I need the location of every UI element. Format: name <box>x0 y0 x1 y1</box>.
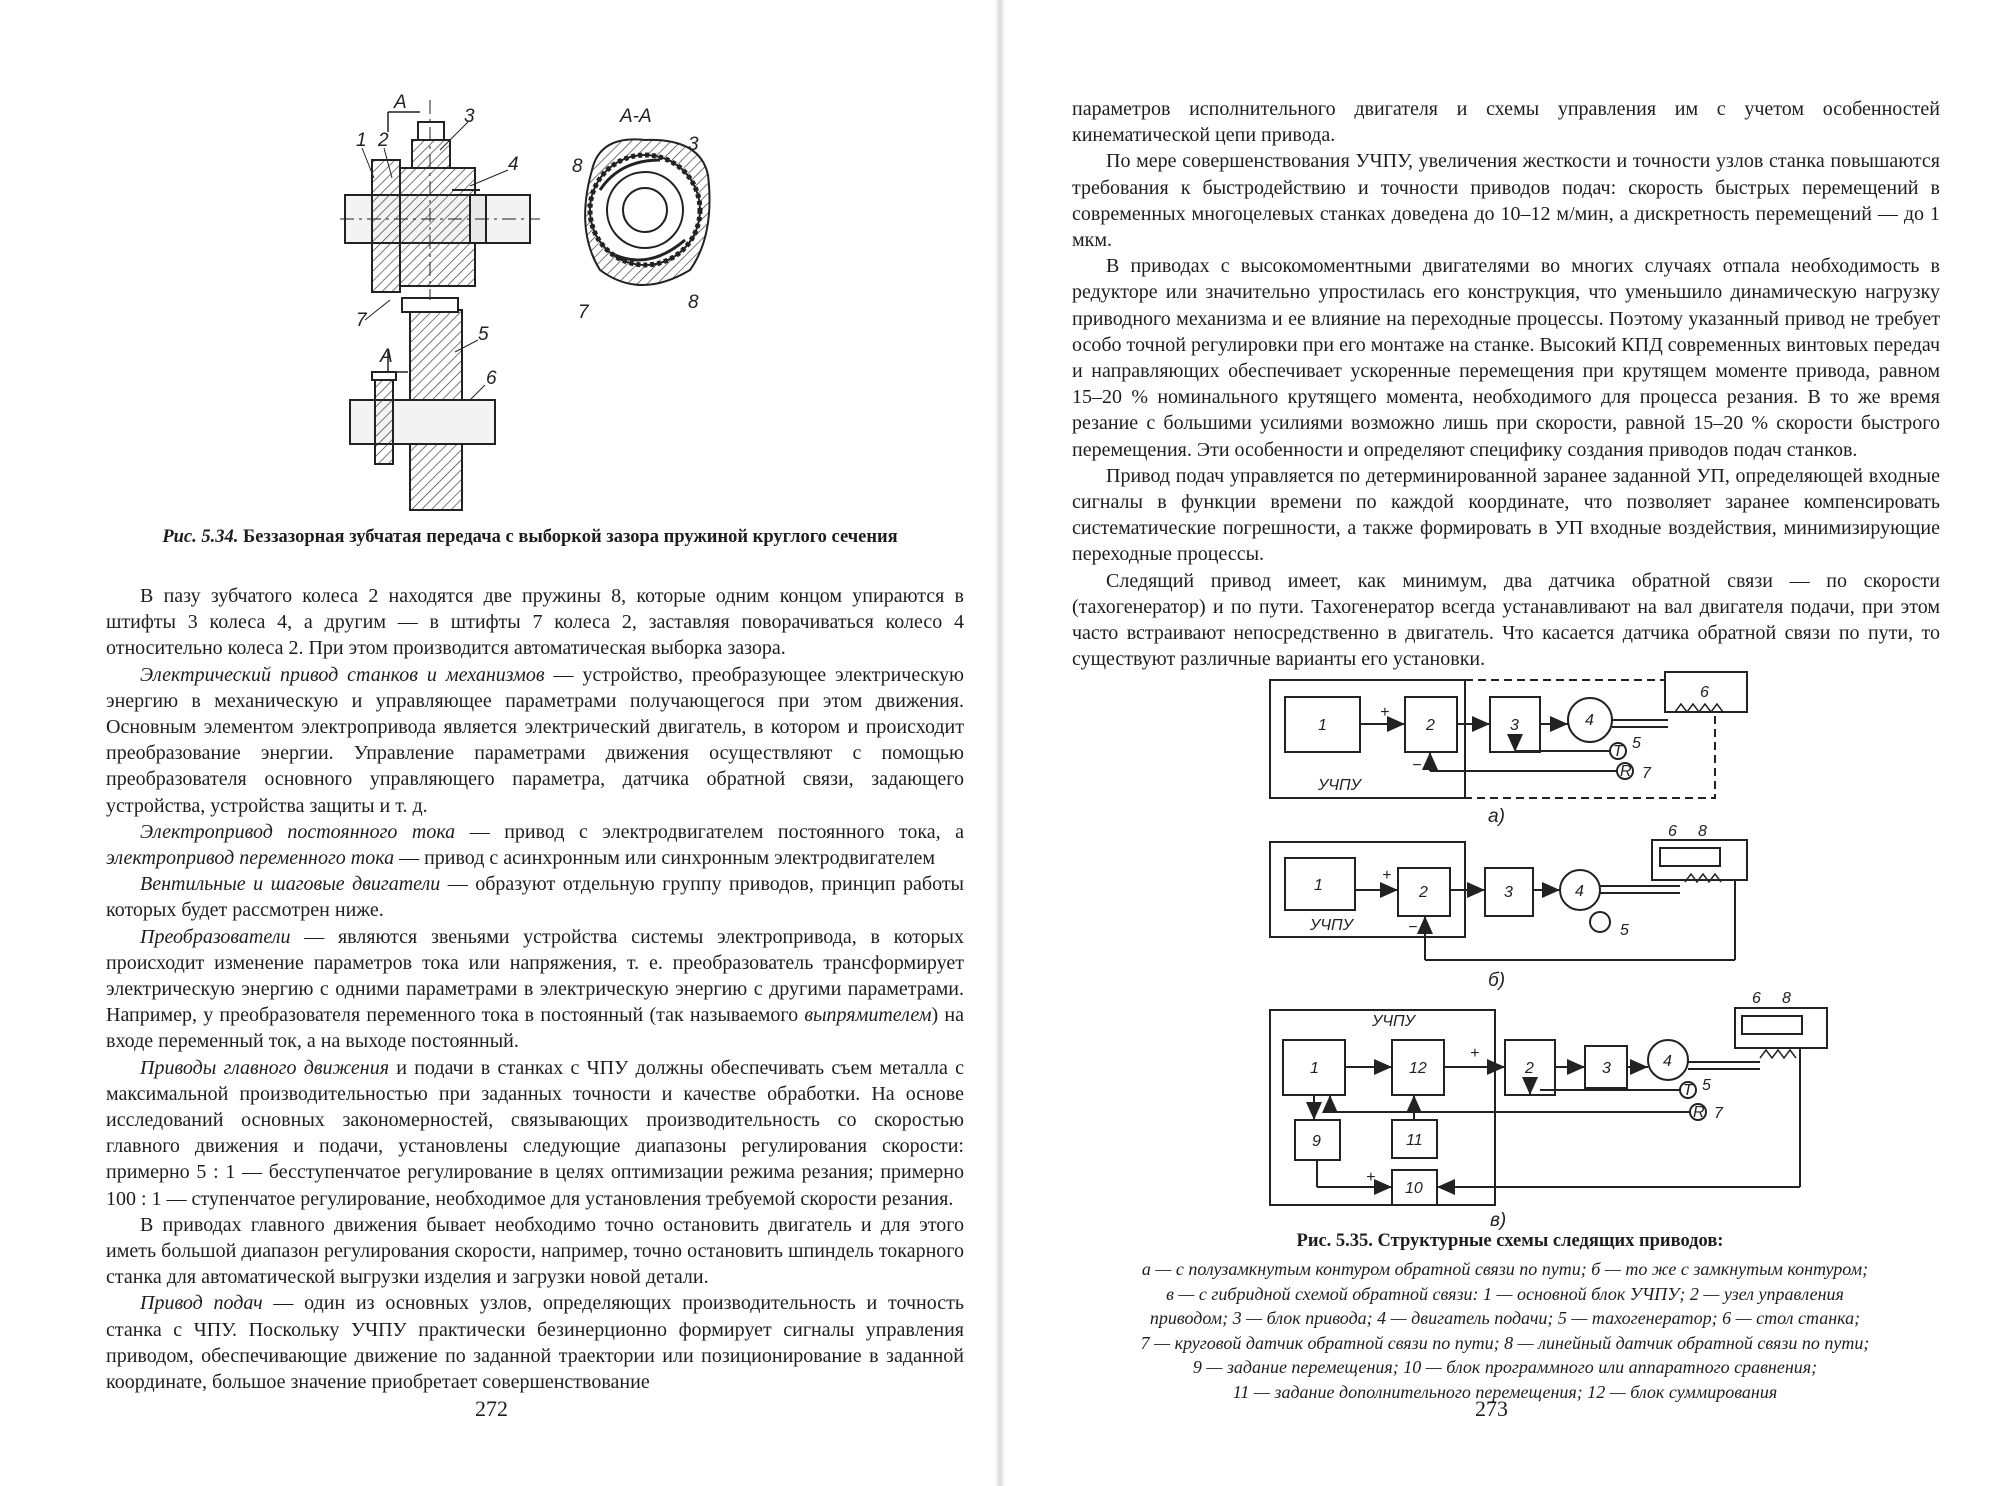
figure-5-34 <box>0 0 1000 530</box>
figure-5-34-caption-text: Беззазорная зубчатая передача с выборкой зазора пружиной круглого сечения <box>243 527 898 547</box>
diag-a-block-3: 3 <box>1510 717 1519 734</box>
diag-b-block-8: 8 <box>1698 823 1707 840</box>
diag-b-minus: − <box>1408 919 1418 936</box>
diag-c-uchpu: УЧПУ <box>1372 1013 1415 1030</box>
diag-a-minus: − <box>1412 757 1422 774</box>
diag-a-t: Т <box>1613 743 1623 760</box>
diag-b-block-6: 6 <box>1668 823 1677 840</box>
right-page-text <box>1072 96 1940 672</box>
fig534-label-1: 1 <box>356 130 367 151</box>
paragraph-text: — образуют отдельную группу приводов, принцип работы которых будет рассмотрен ниже. <box>106 873 964 922</box>
figure-5-35-legend <box>1090 1257 1920 1404</box>
paragraph-text: — устройство, преобразующее электрическую энергию в механическую и управляющее параметрами получающегося при этом движения. Основным элементом электропривода является электрический двигатель, в котором и происходит преобразование энергии. Управление параметрами движения осуществляют с помощью преобразователя основного управляющего параметра, датчика обратной связи, задающего устройства, устройства защиты и т. д. <box>106 663 964 817</box>
legend-line: 7 — круговой датчик обратной связи по пути; 8 — линейный датчик обратной связи по пути; <box>1140 1332 1870 1353</box>
diag-c-plus-2: + <box>1366 1169 1376 1186</box>
paragraph-text: параметров исполнительного двигателя и схемы управления им с учетом особенностей кинематической цепи привода. <box>1072 98 1940 147</box>
diag-b-uchpu: УЧПУ <box>1310 917 1353 934</box>
diag-c-block-11: 11 <box>1406 1132 1423 1149</box>
diag-c-block-2: 2 <box>1525 1060 1534 1077</box>
diag-b-block-5: 5 <box>1620 922 1629 939</box>
paragraph-text: В пазу зубчатого колеса 2 находятся две пружины 8, которые одним концом упираются в штифты 3 колеса 4, а другим — в штифты 7 колеса 2, заставляя поворачиваться колесо 4 относительно колеса 2. При этом производится автоматическая выборка зазора. <box>106 585 964 660</box>
legend-line: в — с гибридной схемой обратной связи: 1 — основной блок УЧПУ; 2 — узел управления <box>1166 1283 1844 1304</box>
fig534-sec-label-8b: 8 <box>688 292 699 313</box>
paragraph <box>1072 96 1940 148</box>
diag-c-block-10: 10 <box>1405 1180 1423 1197</box>
diagram-c <box>1270 1008 1827 1205</box>
paragraph <box>1072 148 1940 253</box>
diag-a-block-2: 2 <box>1426 717 1435 734</box>
diag-a-plus: + <box>1380 704 1390 721</box>
paragraph-text: — привод с электродвигателем постоянного тока, а <box>455 820 964 843</box>
fig534-sec-label-8a: 8 <box>572 156 583 177</box>
legend-line: приводом; 3 — блок привода; 4 — двигатель подачи; 5 — тахогенератор; 6 — стол станка; <box>1149 1308 1861 1328</box>
paragraph-text: По мере совершенствования УЧПУ, увеличения жесткости и точности узлов станка повышаются требования к быстродействию и точности приводов подач: скорость быстрых перемещений в современных многоцелевых станках доведена до 10–12 м/мин, а дискретность перемещений — до 1 мкм. <box>1072 150 1940 252</box>
diag-c-plus: + <box>1470 1045 1480 1062</box>
diag-a-block-1: 1 <box>1318 717 1327 734</box>
paragraph-text: Следящий привод имеет, как минимум, два датчика обратной связи — по скорости (тахогенератор) и по пути. Тахогенератор всегда устанавливают на вал двигателя подачи, при этом часто встраивают непосредственно в двигатель. Что касается датчика обратной связи по пути, то существуют различные варианты его установки. <box>1072 569 1940 671</box>
diag-b-block-1: 1 <box>1314 877 1323 894</box>
paragraph-text: Привод подач управляется по детерминированной заранее заданной УП, определяющей входные сигналы в функции времени по каждой координате, что позволяет заранее компенсировать систематические погрешности, а также формировать в УП входные воздействия, минимизирующие переходные процессы. <box>1072 464 1940 566</box>
paragraph-term: Преобразователи <box>140 925 291 948</box>
figure-5-34-caption-prefix: Рис. 5.34. <box>162 527 239 547</box>
paragraph-text: — являются звеньями устройства системы электропривода, в которых происходит изменение параметров тока или напряжения, т. е. преобразователь трансформирует электрическую энергию с одними параметрами в электрическую энергию с другими параметрами. Например, у преобразователя переменного тока в постоянный (так называемого <box>106 925 964 1027</box>
paragraph-text: В приводах с высокомоментными двигателями во многих случаях отпала необходимость в редукторе или значительно упростилась его конструкция, что уменьшило динамическую нагрузку приводного механизма и ее влияние на переходные процессы. Поэтому указанный привод не требует особо точной регулировки при его монтаже на станке. Высокий КПД современных винтовых передач и направляющих обеспечивает ускоренные перемещения при крутящем моменте привода, равном 15–20 % номинального крутящего момента, необходимого для процесса резания. В то же время резание с большими усилиями возможно лишь при скорости, равной 15–20 % скорости быстрого перемещения. Эти особенности и определяют специфику создания приводов подач станков. <box>1072 255 1940 461</box>
diag-a-block-5: 5 <box>1632 735 1641 752</box>
figure-5-34-caption <box>90 527 970 548</box>
fig534-label-4: 4 <box>508 154 519 175</box>
paragraph-term: электропривод переменного тока <box>106 847 395 870</box>
diag-a-block-7: 7 <box>1642 765 1651 782</box>
paragraph <box>106 662 964 819</box>
section-mark-bottom: А <box>380 346 393 367</box>
paragraph-text: — один из основных узлов, определяющих производительность и точность станка с ЧПУ. Поскольку УЧПУ практически безинерционно формирует сигналы управления приводом, обеспечивающие движение по заданной траектории или позиционирование в заданной координате, большое значение приобретает совершенствование <box>106 1292 964 1394</box>
diag-c-t: Т <box>1683 1082 1693 1099</box>
diag-c-block-8: 8 <box>1782 990 1791 1007</box>
fig534-label-7: 7 <box>356 310 367 331</box>
fig534-label-5: 5 <box>478 324 489 345</box>
paragraph-text: В приводах главного движения бывает необходимо точно остановить двигатель и для этого иметь большой диапазон регулирования скорости, например, точно остановить шпиндель токарного станка для автоматической выгрузки изделия и загрузки новой детали. <box>106 1213 964 1289</box>
diag-c-block-1: 1 <box>1310 1060 1319 1077</box>
diag-c-block-3: 3 <box>1602 1060 1611 1077</box>
paragraph <box>106 1212 964 1291</box>
paragraph-text: — привод с асинхронным или синхронным электродвигателем <box>394 847 936 870</box>
diag-c-r: R <box>1693 1104 1705 1121</box>
diag-c-minus: − <box>1520 1087 1530 1104</box>
paragraph <box>106 583 964 662</box>
page-number-right: 273 <box>1475 1396 1508 1421</box>
diag-c-block-12: 12 <box>1409 1060 1427 1077</box>
gear-section-view <box>585 139 709 285</box>
diag-b-block-2: 2 <box>1419 884 1428 901</box>
section-mark-top: А <box>394 92 407 113</box>
diag-b-block-4: 4 <box>1575 883 1584 900</box>
paragraph-term: Вентильные и шаговые двигатели <box>140 873 441 896</box>
paragraph-term: Электрический привод станков и механизмов <box>140 663 545 686</box>
paragraph-term: выпрямителем <box>804 1004 932 1027</box>
legend-line: 11 — задание дополнительного перемещения; 12 — блок суммирования <box>1232 1381 1778 1402</box>
diag-b-block-3: 3 <box>1504 884 1513 901</box>
paragraph-term: Привод подач <box>140 1292 263 1315</box>
fig534-label-6: 6 <box>486 368 497 389</box>
section-title: А-А <box>620 106 652 127</box>
paragraph-text: и подачи в станках с ЧПУ должны обеспечивать съем металла с максимальной производительностью при заданных точности и качестве обработки. На основе исследований основных закономерностей, связывающих производительность со скоростью главного движения и подачи, установлены следующие диапазоны регулирования скорости: примерно 5 : 1 — бесступенчатое регулирование в целях оптимизации режима резания; примерно 100 : 1 — ступенчатое регулирование, необходимое для установления требуемой скорости резания. <box>106 1056 965 1210</box>
page-number-left: 272 <box>475 1396 508 1421</box>
paragraph-term: Электропривод постоянного тока <box>140 820 456 843</box>
paragraph <box>1072 253 1940 463</box>
legend-line: а — с полузамкнутым контуром обратной связи по пути; б — то же с замкнутым контуром; <box>1141 1259 1869 1279</box>
page-right <box>1000 0 2000 1486</box>
fig534-sec-label-3: 3 <box>688 134 699 155</box>
paragraph <box>106 1055 964 1212</box>
diag-c-block-7: 7 <box>1714 1105 1723 1122</box>
paragraph <box>106 924 964 1055</box>
left-page-text <box>106 583 964 1395</box>
diag-c-sublabel: в) <box>1490 1210 1507 1230</box>
diag-a-block-6: 6 <box>1700 684 1709 701</box>
diag-b-sublabel: б) <box>1488 970 1506 991</box>
paragraph-term: Приводы главного движения <box>140 1056 389 1079</box>
fig534-label-2: 2 <box>378 130 389 151</box>
diag-c-block-4: 4 <box>1663 1053 1672 1070</box>
diag-a-uchpu: УЧПУ <box>1318 777 1361 794</box>
paragraph <box>1072 463 1940 568</box>
diag-c-block-6: 6 <box>1752 990 1761 1007</box>
paragraph <box>1072 568 1940 673</box>
fig534-sec-label-7: 7 <box>578 302 589 323</box>
diag-c-block-5: 5 <box>1702 1077 1711 1094</box>
paragraph <box>106 871 964 923</box>
legend-line: 9 — задание перемещения; 10 — блок программного или аппаратного сравнения; <box>1192 1357 1818 1377</box>
diag-a-r: R <box>1620 763 1632 780</box>
fig534-label-3: 3 <box>464 106 475 127</box>
paragraph <box>106 1290 964 1395</box>
diag-a-block-4: 4 <box>1585 712 1594 729</box>
diag-b-plus: + <box>1382 867 1392 884</box>
diag-c-block-9: 9 <box>1312 1133 1321 1150</box>
paragraph-text: ) на входе переменный ток, а на выходе постоянный. <box>106 1004 964 1053</box>
figure-5-35-caption: Рис. 5.35. Структурные схемы следящих приводов: <box>1296 1231 1724 1251</box>
diag-a-sublabel: а) <box>1488 806 1505 827</box>
paragraph <box>106 819 964 871</box>
figure-5-35 <box>1000 670 2000 1230</box>
